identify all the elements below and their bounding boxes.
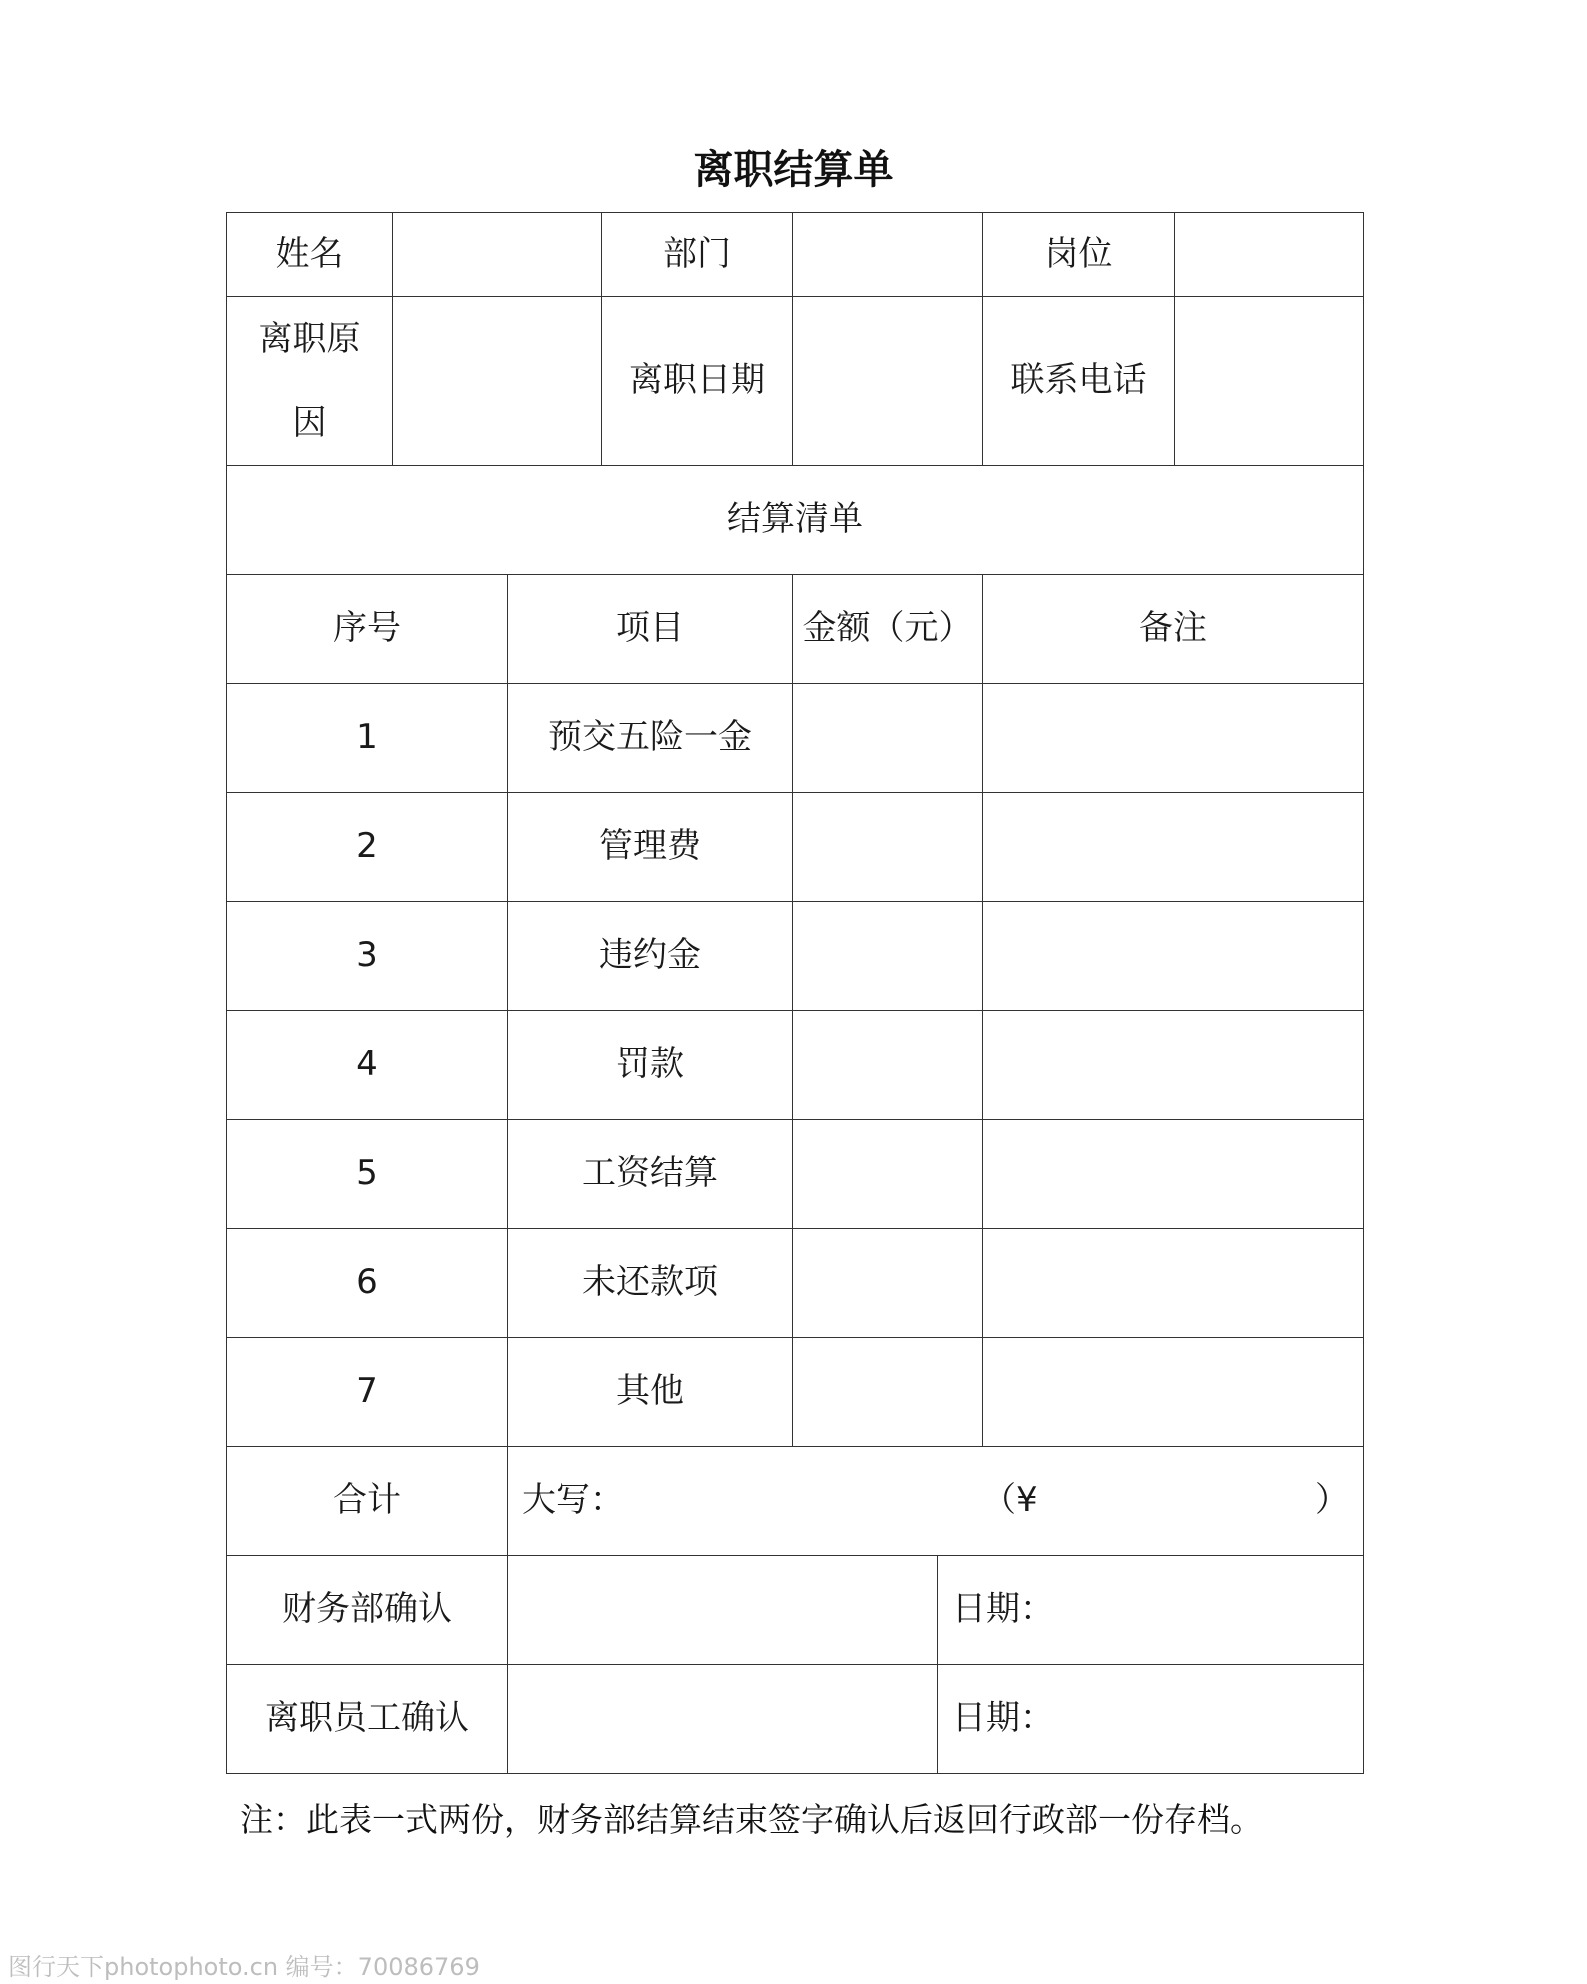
item-name: 工资结算 — [508, 1120, 793, 1229]
employee-signature-field[interactable] — [508, 1665, 938, 1774]
dept-label: 部门 — [602, 213, 793, 297]
col-header-amount: 金额（元） — [793, 575, 983, 684]
position-label: 岗位 — [983, 213, 1175, 297]
total-field[interactable] — [508, 1447, 1364, 1556]
item-name: 其他 — [508, 1338, 793, 1447]
employee-date-field[interactable]: 日期： — [938, 1665, 1364, 1774]
remark-field[interactable] — [983, 902, 1364, 1011]
document-title: 离职结算单 — [693, 147, 894, 193]
leave-date-label: 离职日期 — [602, 297, 793, 466]
col-header-item: 项目 — [508, 575, 793, 684]
table-row — [227, 902, 1364, 1011]
table-row — [227, 1229, 1364, 1338]
cny-close: ） — [1315, 1480, 1349, 1521]
remark-field[interactable] — [983, 1120, 1364, 1229]
remark-field[interactable] — [983, 684, 1364, 793]
column-header-row — [227, 575, 1364, 684]
dept-field[interactable] — [793, 213, 983, 297]
finance-signature-field[interactable] — [508, 1556, 938, 1665]
item-no: 3 — [227, 902, 508, 1011]
table-row — [227, 1011, 1364, 1120]
amount-field[interactable] — [793, 1120, 983, 1229]
section-title-row — [227, 466, 1364, 575]
reason-field[interactable] — [393, 297, 602, 466]
employee-confirm-row — [227, 1665, 1364, 1774]
item-no: 6 — [227, 1229, 508, 1338]
phone-field[interactable] — [1175, 297, 1364, 466]
item-no: 5 — [227, 1120, 508, 1229]
phone-label: 联系电话 — [983, 297, 1175, 466]
item-no: 1 — [227, 684, 508, 793]
leave-date-field[interactable] — [793, 297, 983, 466]
table-row — [227, 684, 1364, 793]
finance-date-field[interactable]: 日期： — [938, 1556, 1364, 1665]
item-no: 2 — [227, 793, 508, 902]
item-name: 违约金 — [508, 902, 793, 1011]
cny-open: （¥ — [982, 1480, 1038, 1521]
remark-field[interactable] — [983, 1011, 1364, 1120]
section-title: 结算清单 — [227, 466, 1364, 575]
item-name: 未还款项 — [508, 1229, 793, 1338]
finance-confirm-label: 财务部确认 — [227, 1556, 508, 1665]
name-field[interactable] — [393, 213, 602, 297]
item-name: 罚款 — [508, 1011, 793, 1120]
employee-confirm-label: 离职员工确认 — [227, 1665, 508, 1774]
remark-field[interactable] — [983, 793, 1364, 902]
uppercase-label: 大写： — [522, 1480, 624, 1521]
amount-field[interactable] — [793, 793, 983, 902]
col-header-remark: 备注 — [983, 575, 1364, 684]
finance-confirm-row — [227, 1556, 1364, 1665]
position-field[interactable] — [1175, 213, 1364, 297]
col-header-no: 序号 — [227, 575, 508, 684]
info-row-2 — [227, 297, 1364, 466]
total-label: 合计 — [227, 1447, 508, 1556]
amount-field[interactable] — [793, 1011, 983, 1120]
amount-field[interactable] — [793, 902, 983, 1011]
info-row-1 — [227, 213, 1364, 297]
total-row — [227, 1447, 1364, 1556]
footnote: 注：此表一式两份，财务部结算结束签字确认后返回行政部一份存档。 — [240, 1800, 1263, 1839]
item-no: 4 — [227, 1011, 508, 1120]
watermark-text: 图行天下photophoto.cn 编号：70086769 — [8, 1953, 480, 1981]
settlement-form — [226, 212, 1364, 1774]
remark-field[interactable] — [983, 1338, 1364, 1447]
amount-field[interactable] — [793, 1229, 983, 1338]
remark-field[interactable] — [983, 1229, 1364, 1338]
table-row — [227, 1338, 1364, 1447]
table-row — [227, 793, 1364, 902]
item-no: 7 — [227, 1338, 508, 1447]
name-label: 姓名 — [227, 213, 393, 297]
amount-field[interactable] — [793, 1338, 983, 1447]
reason-label: 离职原因 — [227, 297, 393, 466]
item-name: 预交五险一金 — [508, 684, 793, 793]
amount-field[interactable] — [793, 684, 983, 793]
item-name: 管理费 — [508, 793, 793, 902]
table-row — [227, 1120, 1364, 1229]
